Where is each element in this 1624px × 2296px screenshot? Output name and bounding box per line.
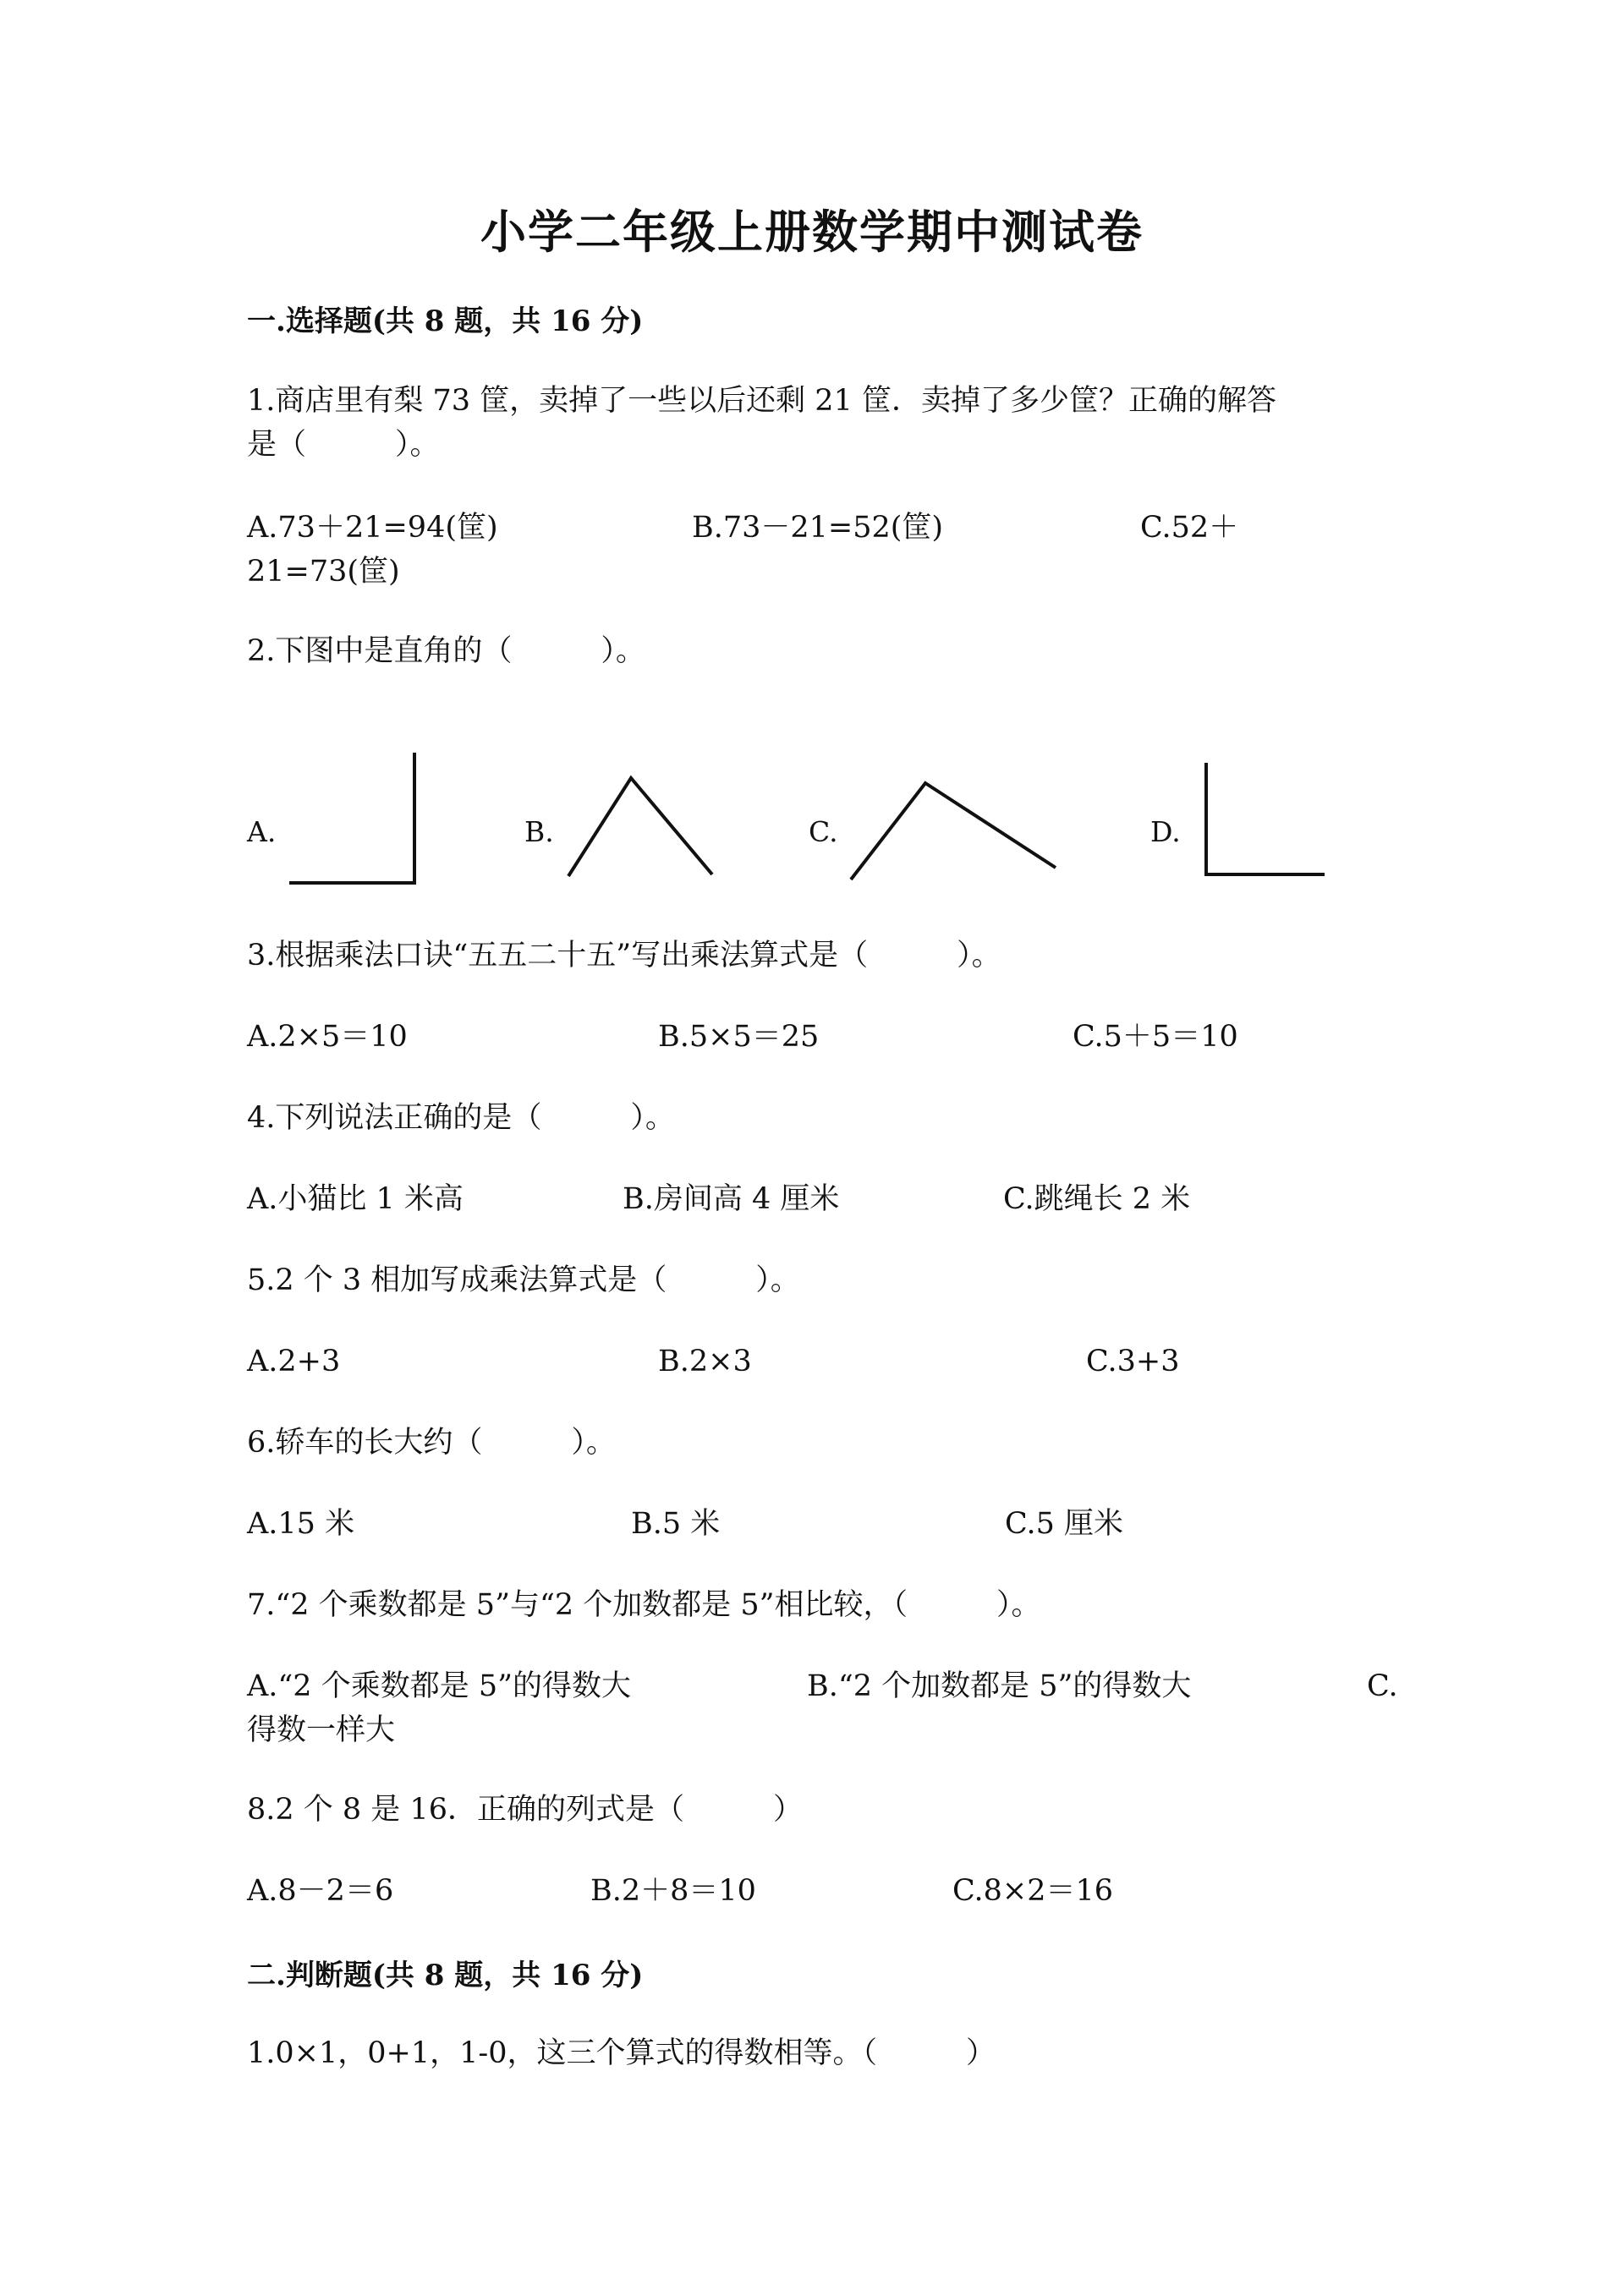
question-8-option-b: B.2＋8＝10 — [590, 1874, 756, 1908]
question-1-line1: 1.商店里有梨 73 筐，卖掉了一些以后还剩 21 筐．卖掉了多少筐？正确的解答 — [247, 384, 1276, 418]
question-7-option-c: C. — [1367, 1669, 1398, 1703]
figure-label-c: C. — [809, 815, 838, 848]
question-3-option-c: C.5＋5＝10 — [1073, 1020, 1238, 1054]
page-title: 小学二年级上册数学期中测试卷 — [480, 205, 1144, 259]
question-7-option-a: A.“2 个乘数都是 5”的得数大 — [247, 1669, 631, 1703]
angle-figure-b — [568, 778, 712, 876]
question-5-option-c: C.3+3 — [1086, 1345, 1180, 1378]
question-6-option-a: A.15 米 — [247, 1507, 355, 1541]
section-heading-choice: 一.选择题(共 8 题，共 16 分) — [247, 304, 644, 338]
question-3-option-a: A.2×5＝10 — [247, 1020, 408, 1054]
angle-figure-a — [289, 753, 414, 883]
section-heading-judge: 二.判断题(共 8 题，共 16 分) — [247, 1959, 644, 1992]
question-5-option-a: A.2+3 — [247, 1345, 341, 1378]
question-3-text: 3.根据乘法口诀“五五二十五”写出乘法算式是（ ）。 — [247, 939, 1001, 973]
question-7-option-b: B.“2 个加数都是 5”的得数大 — [807, 1669, 1192, 1703]
figure-label-d: D. — [1150, 815, 1181, 848]
question-7-text: 7.“2 个乘数都是 5”与“2 个加数都是 5”相比较，（ ）。 — [247, 1588, 1041, 1622]
question-6-option-b: B.5 米 — [631, 1507, 721, 1541]
question-1-option-c: C.52＋ — [1140, 511, 1239, 545]
question-3-option-b: B.5×5＝25 — [658, 1020, 820, 1054]
judge-question-1-text: 1.0×1，0+1，1-0，这三个算式的得数相等。（ ） — [247, 2036, 996, 2070]
question-1-line2: 是（ ）。 — [247, 428, 440, 462]
question-2-text: 2.下图中是直角的（ ）。 — [247, 634, 645, 668]
question-8-option-a: A.8－2＝6 — [247, 1874, 394, 1908]
angle-figure-d — [1206, 763, 1325, 874]
question-5-option-b: B.2×3 — [658, 1345, 752, 1378]
question-5-text: 5.2 个 3 相加写成乘法算式是（ ）。 — [247, 1263, 800, 1297]
question-7-option-c-continued: 得数一样大 — [247, 1713, 396, 1747]
question-8-text: 8.2 个 8 是 16．正确的列式是（ ） — [247, 1793, 803, 1827]
question-4-option-b: B.房间高 4 厘米 — [623, 1182, 840, 1216]
question-4-option-a: A.小猫比 1 米高 — [247, 1182, 464, 1216]
question-8-option-c: C.8×2＝16 — [952, 1874, 1114, 1908]
question-1-option-c-continued: 21=73(筐) — [247, 555, 400, 589]
question-6-option-c: C.5 厘米 — [1005, 1507, 1124, 1541]
figure-label-b: B. — [524, 815, 554, 848]
question-1-option-b: B.73－21=52(筐) — [692, 511, 944, 545]
question-4-option-c: C.跳绳长 2 米 — [1003, 1182, 1191, 1216]
question-6-text: 6.轿车的长大约（ ）。 — [247, 1426, 616, 1460]
question-1-option-a: A.73＋21=94(筐) — [247, 511, 498, 545]
question-4-text: 4.下列说法正确的是（ ）。 — [247, 1101, 675, 1135]
figure-label-a: A. — [247, 815, 277, 848]
angle-figure-c — [851, 783, 1056, 879]
